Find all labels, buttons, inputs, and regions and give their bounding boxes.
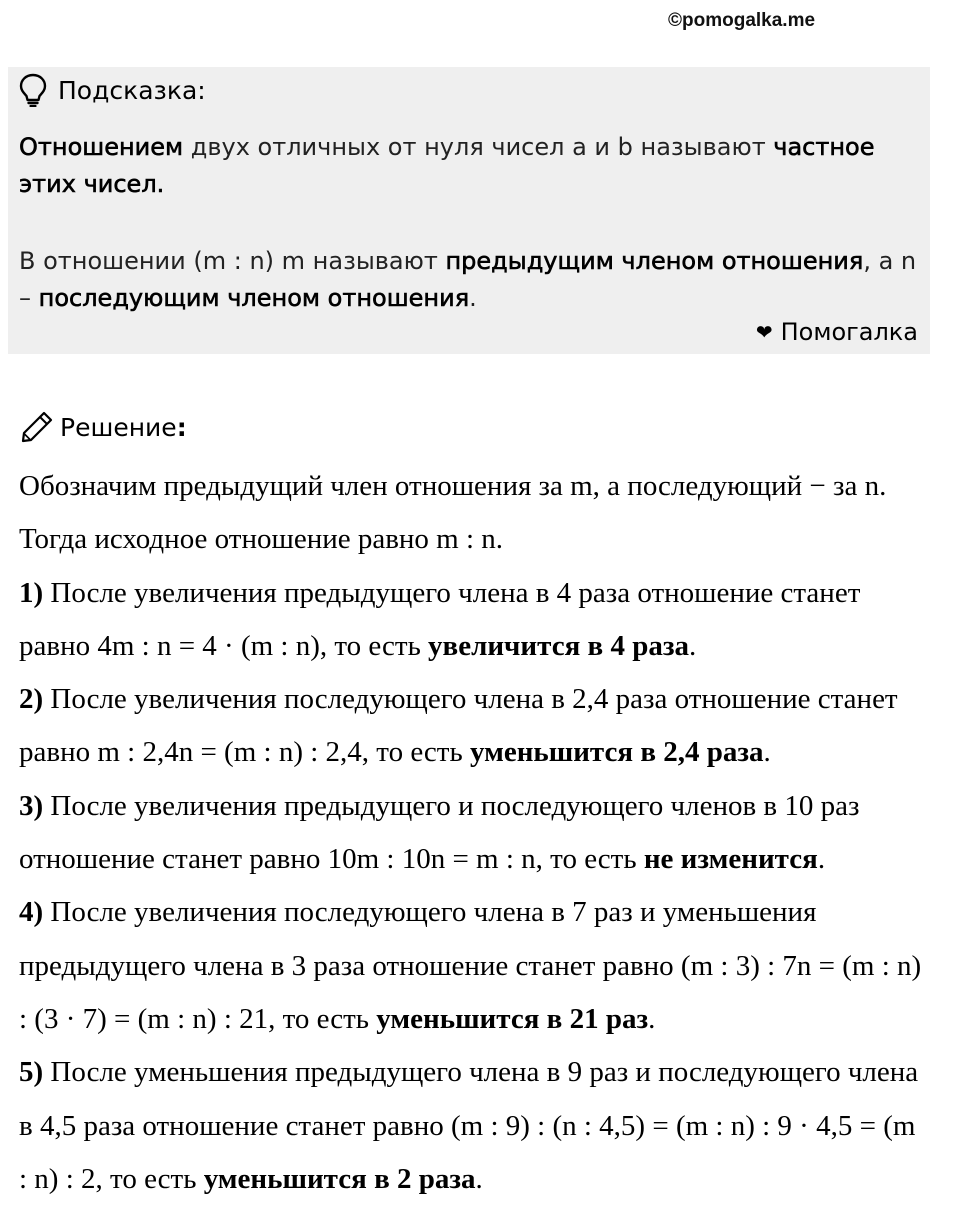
item-number: 4): [19, 896, 44, 929]
item-text: После уменьшения предыдущего члена в 9 раз и последующего члена в 4,5 раза отношение станет равно (m : 9) : (n : 4,5) = (m : n) : 9 · 4,5 = (m : n) : 2, то есть: [19, 1056, 919, 1195]
signature-text: Помогалка: [780, 318, 918, 346]
term-quotient: частное этих чисел.: [19, 133, 875, 198]
hint-title-text: Подсказка:: [58, 75, 206, 105]
item-text: После увеличения предыдущего члена в 4 раза отношение станет равно 4m : n = 4 · (m : n), то есть: [19, 576, 861, 662]
item-end: .: [817, 843, 826, 876]
solution-item-4: [19, 886, 929, 1046]
item-number: 1): [19, 576, 44, 609]
item-end: .: [648, 1002, 656, 1035]
lightbulb-icon: [18, 73, 48, 107]
item-text: После увеличения предыдущего и последующего членов в 10 раз отношение станет равно 10m : 10n = m : n, то есть: [19, 789, 860, 876]
item-number: 5): [19, 1056, 44, 1089]
solution-intro: Обозначим предыдущий член отношения за m, а последующий − за n. Тогда исходное отношение равно m : n.: [19, 470, 887, 556]
solution-item-1: [19, 567, 929, 674]
item-end: .: [688, 629, 697, 662]
item-number: 2): [19, 683, 44, 716]
solution-item-5: [19, 1046, 929, 1206]
item-answer: уменьшится в 2,4 раза: [469, 736, 764, 769]
item-text: После увеличения последующего члена в 7 раз и уменьшения предыдущего члена в 3 раза отношение станет равно (m : 3) : 7n = (m : n) : (3 · 7) = (m : n) : 21, то есть: [19, 896, 922, 1035]
definition-text: двух отличных от нуля чисел a и b называют: [183, 133, 774, 161]
heart-icon: ❤: [755, 320, 773, 344]
item-end: .: [763, 736, 771, 769]
signature: [756, 318, 918, 346]
solution-title: [20, 410, 187, 444]
solution-title-colon: :: [176, 412, 187, 442]
item-number: 3): [19, 789, 44, 822]
members-text-3: .: [469, 284, 477, 312]
members-text-2: , а n –: [19, 247, 917, 312]
item-answer: уменьшится в 21 раз: [376, 1002, 649, 1035]
solution-item-3: [19, 780, 929, 887]
members-text-1: В отношении (m : n) m называют: [19, 247, 446, 275]
hint-members: [19, 243, 919, 317]
solution-title-text: Решение: [60, 412, 177, 442]
item-answer: уменьшится в 2 раза: [203, 1162, 476, 1195]
solution-item-2: [19, 673, 929, 780]
hint-title: [18, 73, 206, 107]
term-ratio: Отношением: [19, 133, 184, 161]
watermark: ©pomogalka.me: [668, 10, 816, 31]
solution-body: [19, 460, 929, 1206]
hint-definition: [19, 129, 919, 203]
term-previous-member: предыдущим членом отношения: [445, 247, 864, 275]
item-answer: не изменится: [643, 843, 818, 876]
item-text: После увеличения последующего члена в 2,4 раза отношение станет равно m : 2,4n = (m : n) : 2,4, то есть: [19, 683, 898, 769]
item-answer: увеличится в 4 раза: [428, 629, 689, 662]
item-end: .: [475, 1162, 483, 1195]
pencil-icon: [20, 410, 54, 444]
term-next-member: последующим членом отношения: [38, 284, 470, 312]
